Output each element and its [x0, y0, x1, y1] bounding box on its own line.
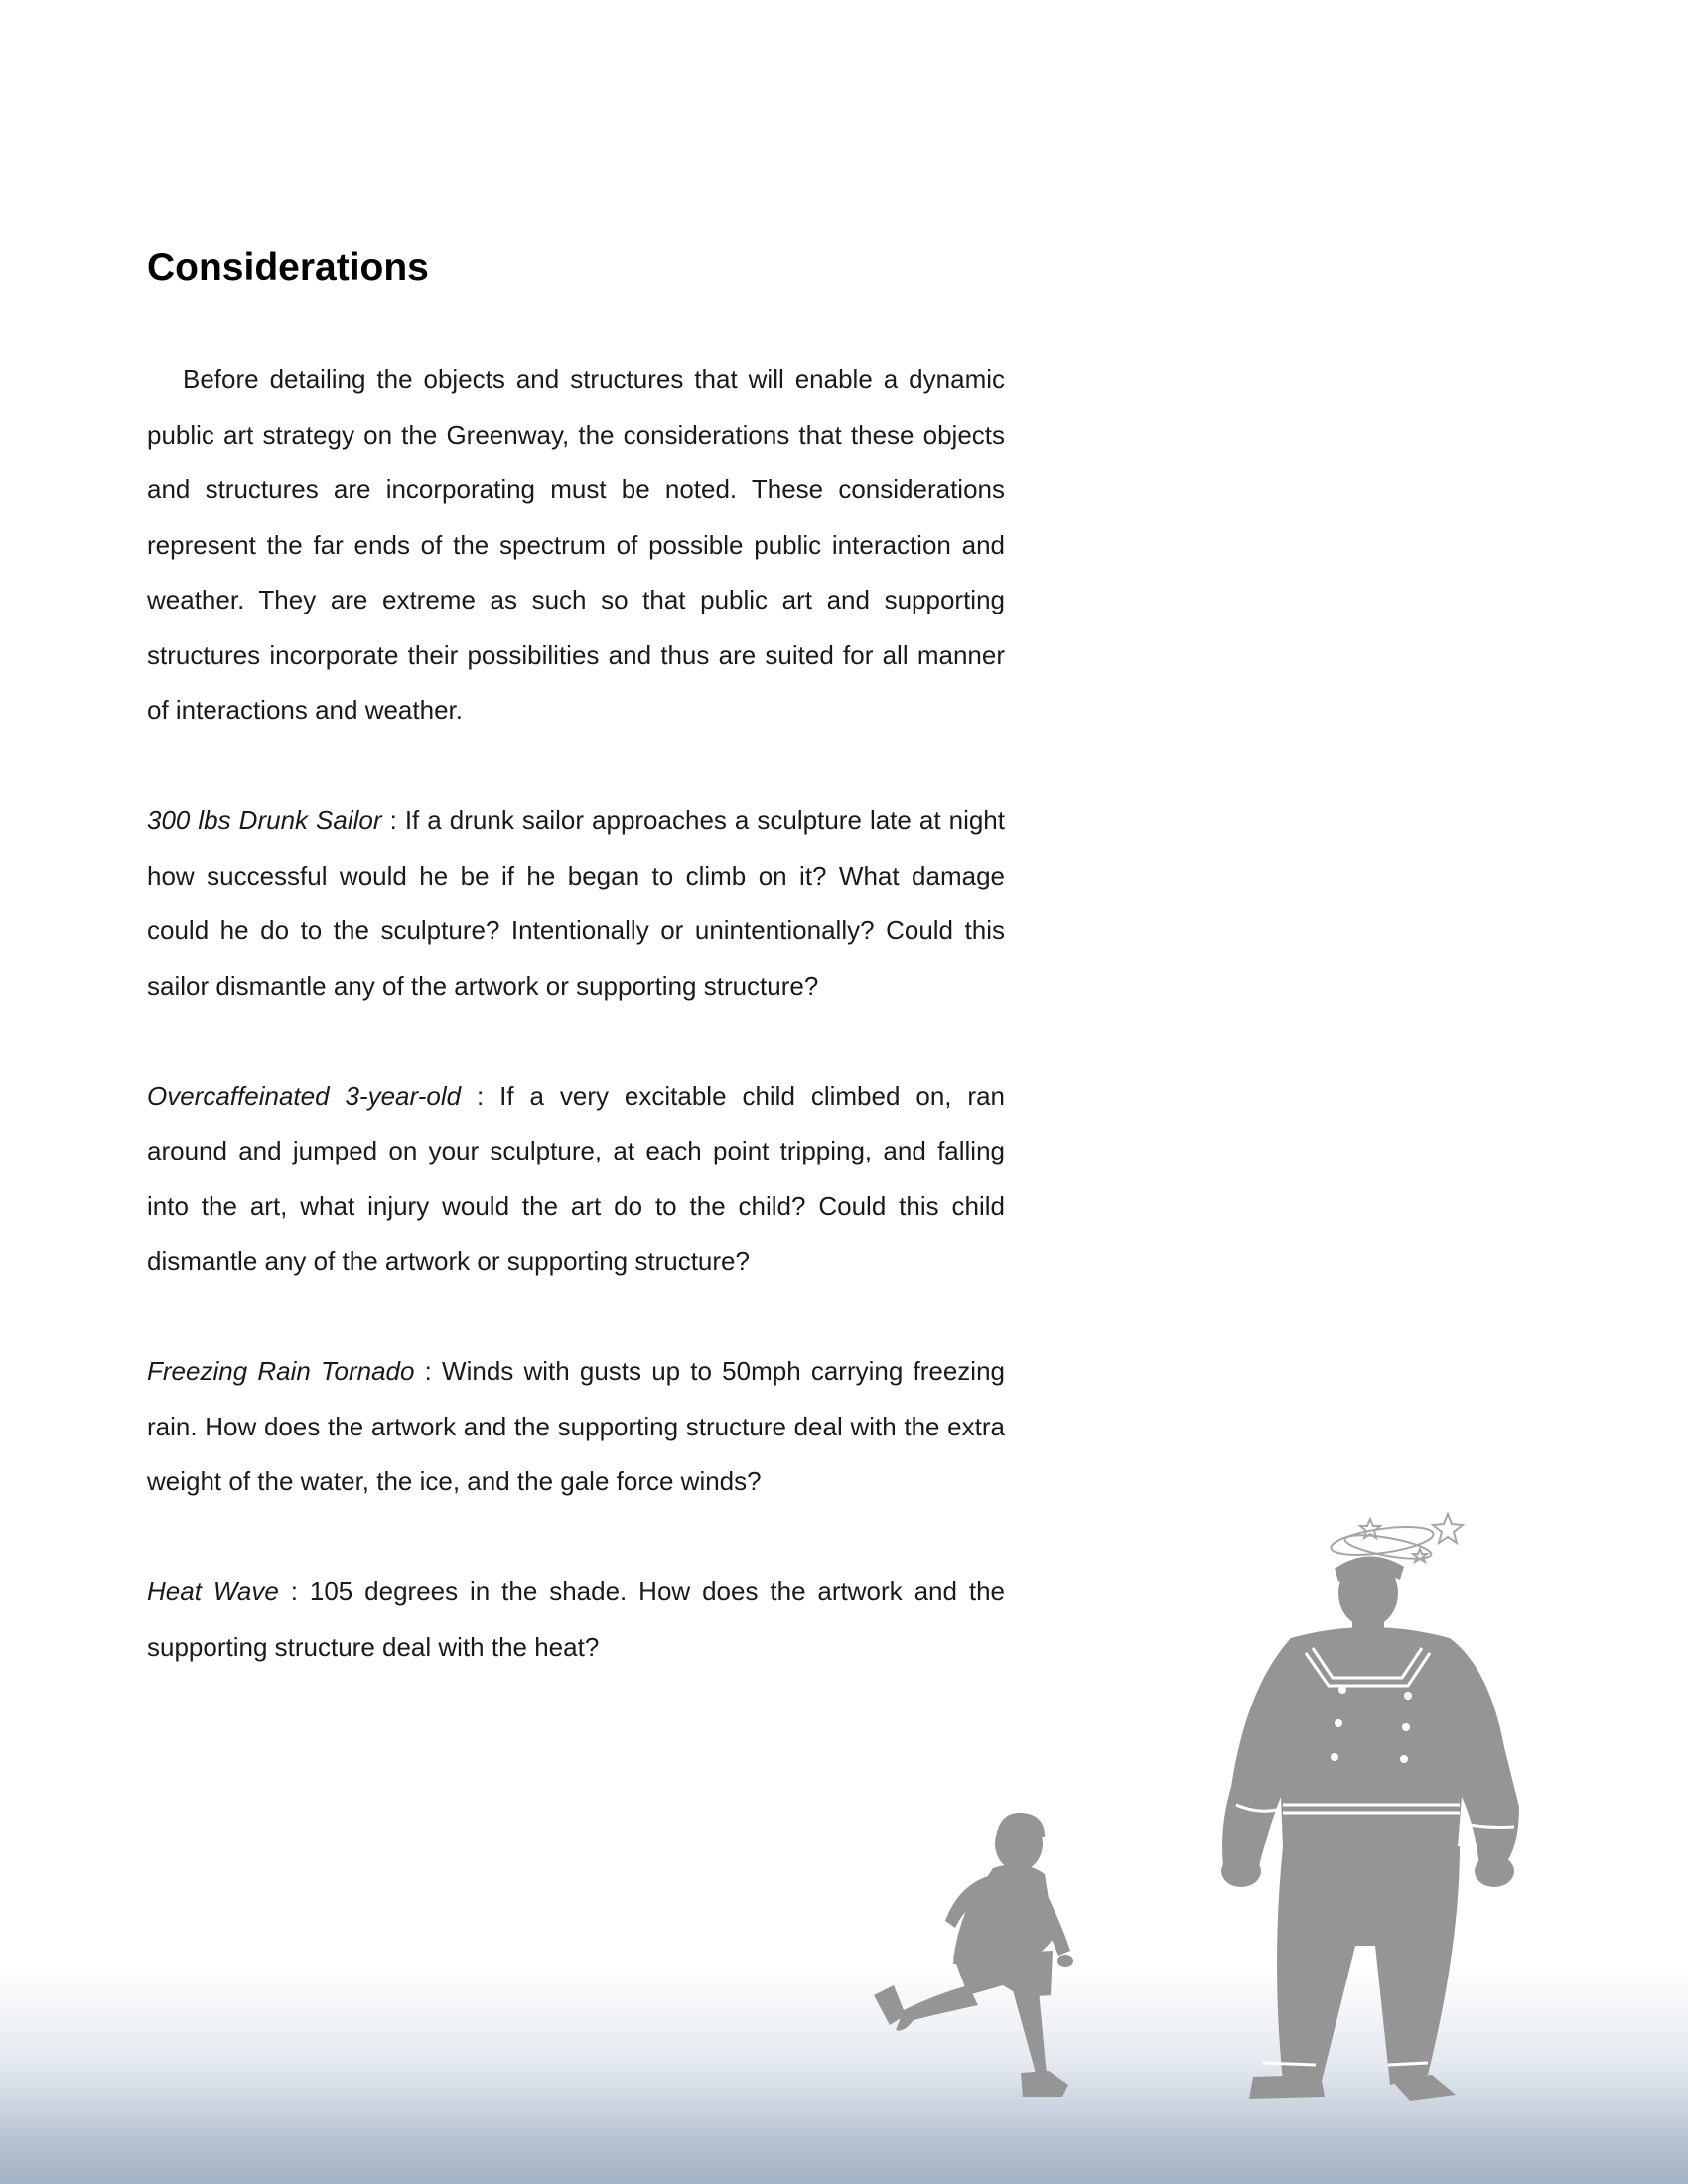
dizzy-stars-icon: [1330, 1514, 1463, 1564]
consideration-text: : If a very excitable child climbed on, ran around and jumped on your sculpture, at each point tripping, and falling into the art, what injury would the art do to the child? Could this child dismantle any of the artwork or supporting structure?: [147, 1080, 1005, 1276]
consideration-heat-wave: [147, 1565, 1005, 1675]
consideration-term: 300 lbs Drunk Sailor: [147, 805, 382, 835]
consideration-term: Freezing Rain Tornado: [147, 1356, 415, 1386]
consideration-text: : Winds with gusts up to 50mph carrying freezing rain. How does the artwork and the supporting structure deal with the extra weight of the water, the ice, and the gale force winds?: [147, 1356, 1005, 1496]
document-content: [147, 238, 1005, 1730]
sailor-buttons: [1331, 1686, 1412, 1763]
consideration-overcaffeinated-child: [147, 1069, 1005, 1290]
intro-paragraph: Before detailing the objects and structures that will enable a dynamic public art strategy on the Greenway, the considerations that these objects and structures are incorporating must be noted. These considerations represent the far ends of the spectrum of possible public interaction and weather. They are extreme as such so that public art and supporting structures incorporate their possibilities and thus are suited for all manner of interactions and weather.: [147, 364, 1005, 725]
consideration-text: : 105 degrees in the shade. How does the artwork and the supporting structure deal with the heat?: [147, 1576, 1006, 1662]
consideration-term: Overcaffeinated 3-year-old: [147, 1080, 462, 1111]
page-bottom-gradient: [0, 1966, 1688, 2184]
page-title: Considerations: [147, 246, 429, 289]
consideration-freezing-rain-tornado: [147, 1344, 1005, 1510]
body-text: [147, 352, 1005, 1675]
consideration-drunk-sailor: [147, 793, 1005, 1014]
consideration-text: : If a drunk sailor approaches a sculpture late at night how successful would he be if he began to climb on it? What damage could he do to the sculpture? Intentionally or unintentionally? Could this sailor dismantle any of the artwork or supporting structure?: [147, 805, 1005, 1001]
consideration-term: Heat Wave: [147, 1576, 279, 1606]
